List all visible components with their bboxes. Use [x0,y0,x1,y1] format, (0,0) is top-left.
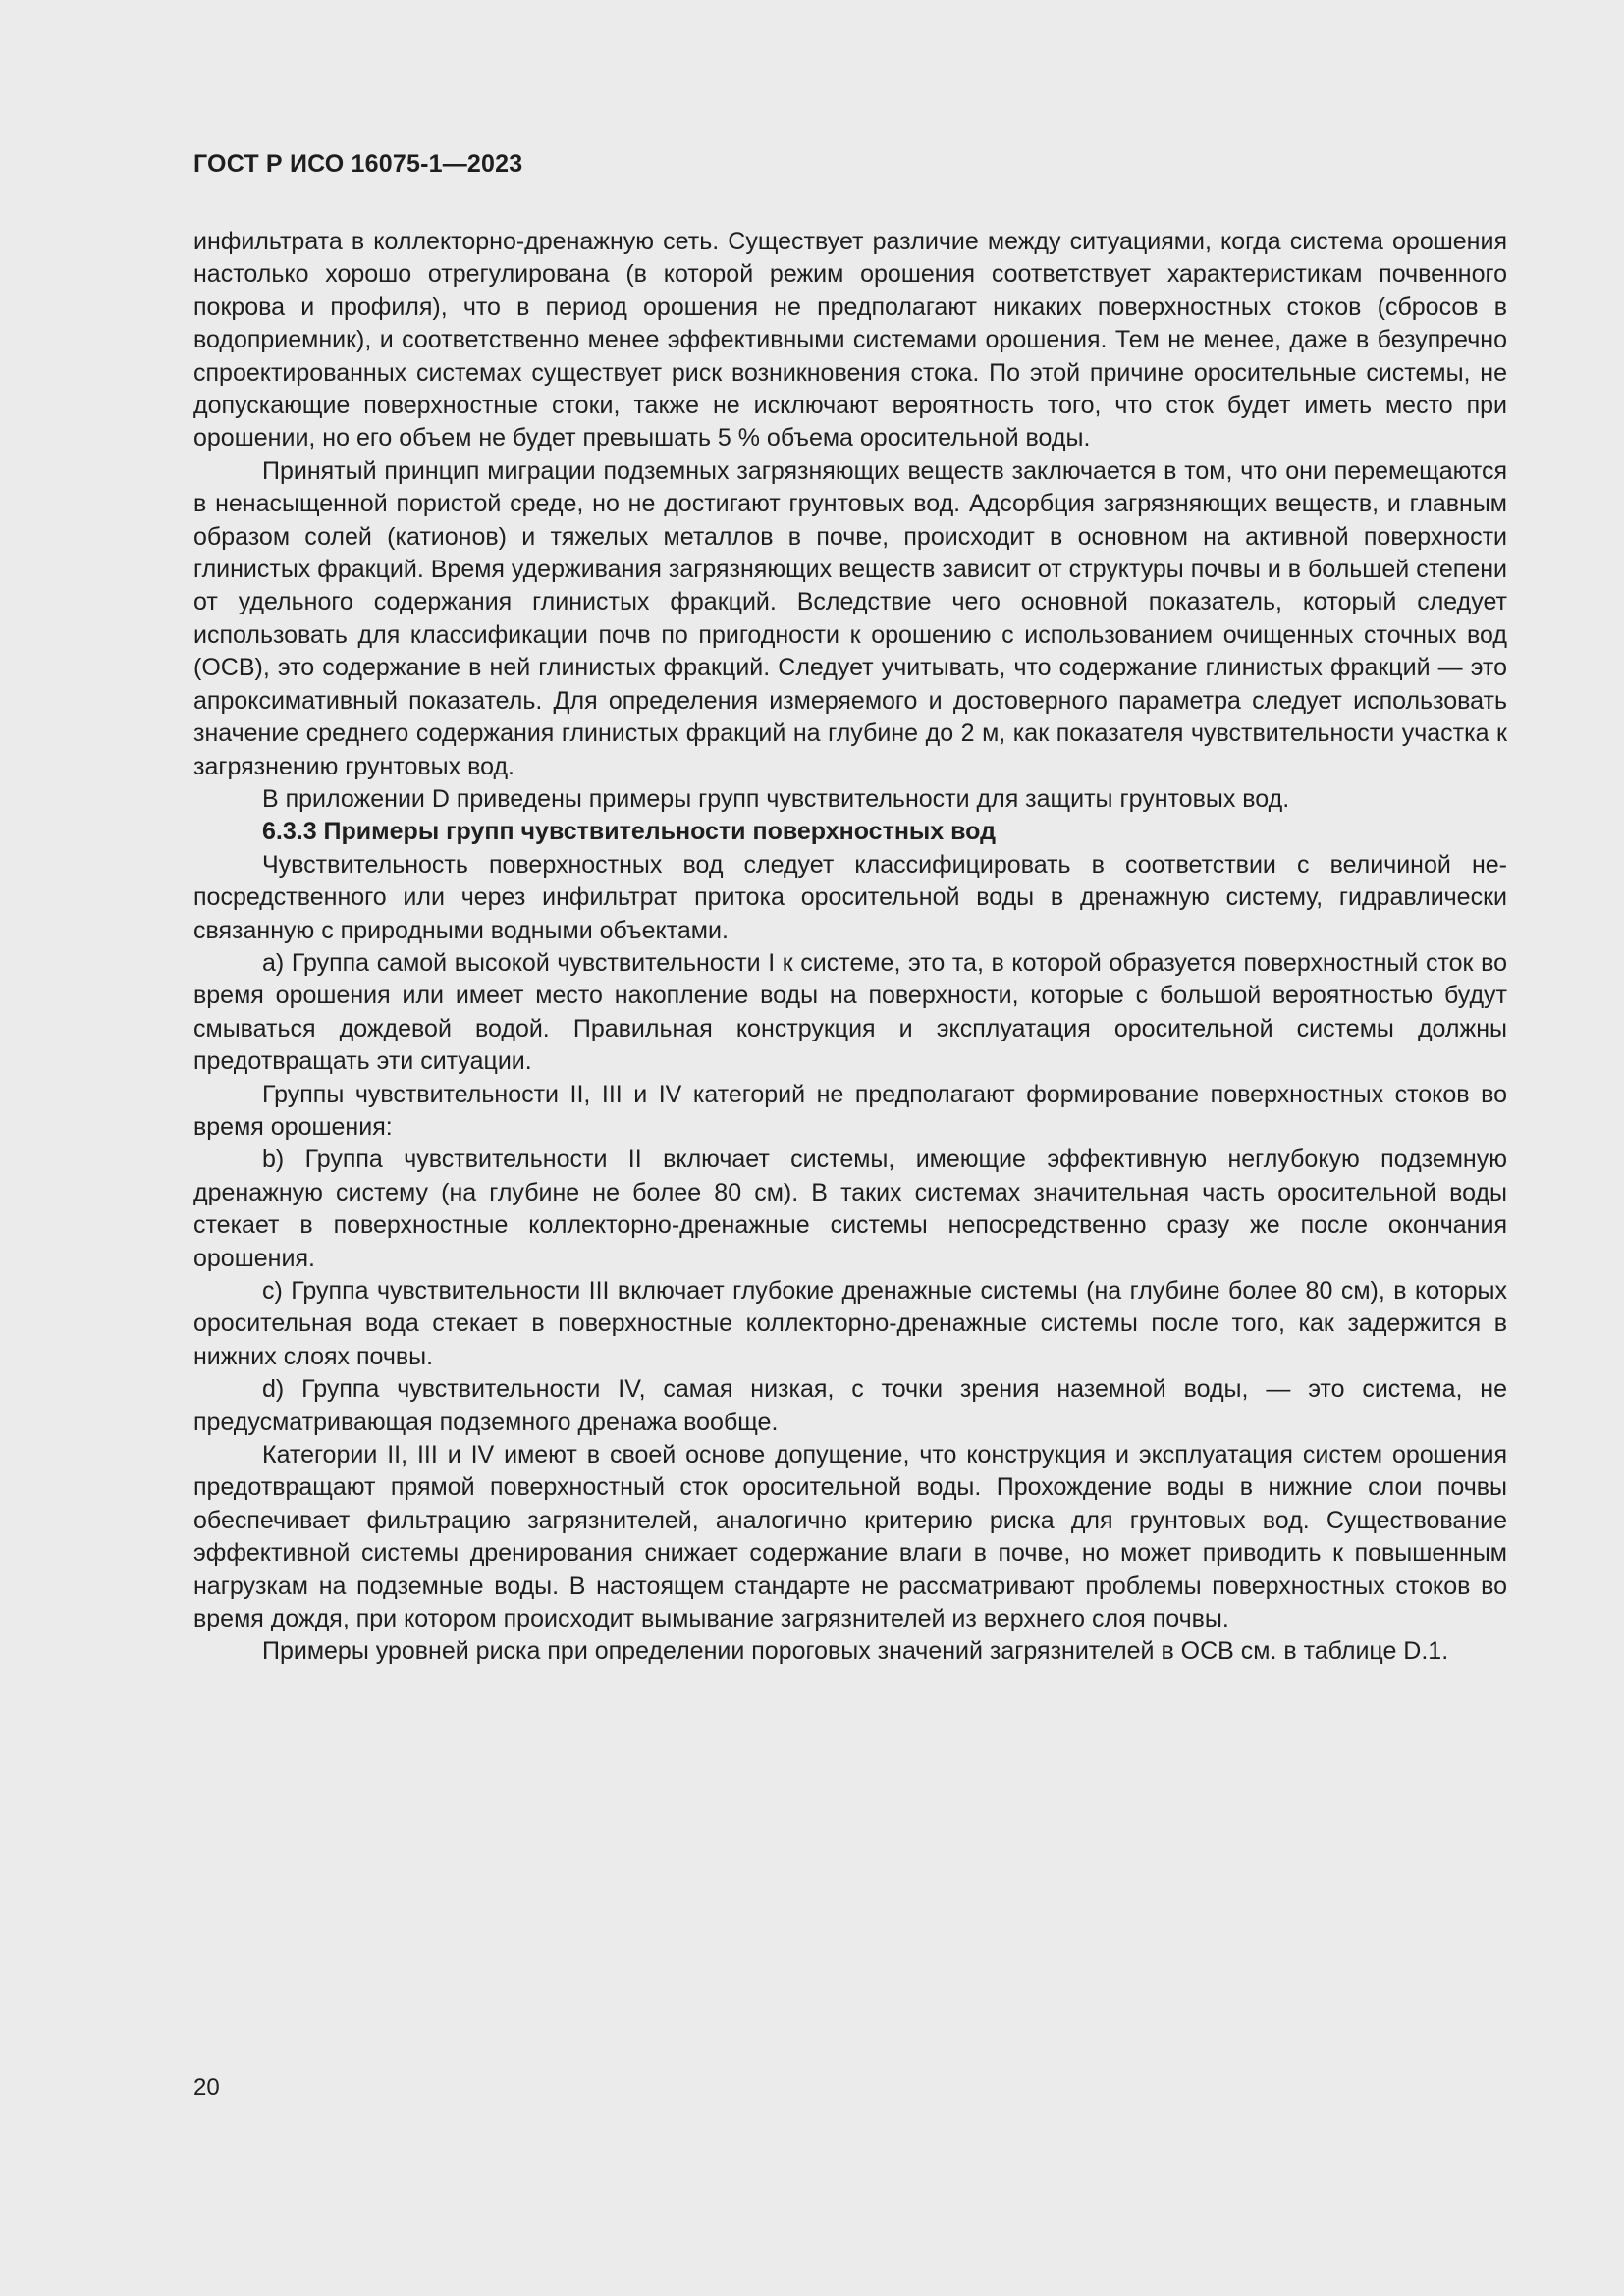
list-item-b: b) Группа чувствительности II включает системы, имеющие эффективную неглубокую подземную дренажную систему (на глубине не более 80 см). В таких системах значительная часть оросительной воды стекает в поверхностные коллекторно-дренажные системы непосредственно сразу же после окончания орошения. [193,1146,1507,1272]
standard-designation: ГОСТ Р ИСО 16075-1—2023 [193,150,523,178]
paragraph-continuation: инфильтрата в коллекторно-дренажную сеть. Существует различие между ситуациями, когда система орошения настолько хорошо отрегулирована (в которой режим орошения соответствует характеристикам почвенного покрова и профиля), что в период орошения не предполагают никаких поверхностных стоков (сбросов в водоприемник), и соответственно менее эффективными системами орошения. Тем не менее, даже в безупречно спроектированных системах существует риск возникновения стока. По этой причине оросительные системы, не допускающие поверхностные стоки, также не исключают вероятность того, что сток будет иметь место при орошении, но его объем не будет превышать 5 % объема оросительной воды. [193,228,1507,453]
list-item-c: c) Группа чувствительности III включает глубокие дренажные системы (на глубине более 80 см), в которых оросительная вода стекает в поверхностные коллекторно-дренажные системы после того, как задержится в нижних слоях почвы. [193,1277,1507,1370]
paragraph-surface-water-sensitivity: Чувствительность поверхностных вод следует классифицировать в соответствии с величиной непосредственного или через инфильтрат притока оросительной воды в дренажную систему, гидравлически связанную с природными водными объектами. [193,850,1507,944]
paragraph-annex-reference: В приложении D приведены примеры групп чувствительности для защиты грунтовых вод. [262,784,1290,813]
section-heading-6-3-3: 6.3.3 Примеры групп чувствительности поверхностных вод [262,818,996,846]
body-text [193,226,1507,1669]
page-number: 20 [193,2074,220,2101]
list-item-a: a) Группа самой высокой чувствительности I к системе, это та, в которой образуется поверхностный сток во время орошения или имеет место накопление воды на поверхности, которые с большой вероятностью будут смываться дождевой водой. Правильная конструкция и эксплуатация оросительной системы должны предотвращать эти ситуации. [193,948,1507,1076]
paragraph-groups-intro: Группы чувствительности II, III и IV категорий не предполагают формирование поверхностных стоков во время орошения: [193,1080,1507,1141]
list-item-d: d) Группа чувствительности IV, самая низкая, с точки зрения наземной воды, — это система, не предусматривающая подземного дренажа вообще. [193,1375,1507,1436]
paragraph-table-reference: Примеры уровней риска при определении пороговых значений загрязнителей в ОСВ см. в таблице D.1. [262,1637,1449,1666]
paragraph-migration-principle: Принятый принцип миграции подземных загрязняющих веществ заключается в том, что они перемещаются в ненасыщенной пористой среде, но не достигают грунтовых вод. Адсорбция загрязняющих веществ, и главным образом солей (катионов) и тяжелых металлов в почве, происходит в основном на активной поверхности глинистых фракций. Время удерживания загрязняющих веществ зависит от структуры почвы и в большей степени от удельного содержания глинистых фракций. Вследствие чего основной показатель, который следует использовать для классификации почв по пригодности к орошению с использованием очищенных сточных вод (ОСВ), это содержание в ней глинистых фракций. Следует учитывать, что содержание глинистых фракций — это апроксимативный показатель. Для определения измеряемого и достоверного параметра следует использовать значение среднего содержания глинистых фракций на глубине до 2 м, как показателя чувствительности участка к загрязнению грунтовых вод. [193,456,1507,780]
paragraph-categories: Категории II, III и IV имеют в своей основе допущение, что конструкция и эксплуатация систем орошения предотвращают прямой поверхностный сток оросительной воды. Прохождение воды в нижние слои почвы обеспечивает фильтрацию загрязнителей, аналогично критерию риска для грунтовых вод. Существование эффективной системы дренирования снижает содержание влаги в почве, но может приводить к повышенным нагрузкам на подземные воды. В настоящем стандарте не рассматривают проблемы поверхностных стоков во время дождя, при котором происходит вымывание загрязнителей из верхнего слоя почвы. [193,1441,1507,1633]
